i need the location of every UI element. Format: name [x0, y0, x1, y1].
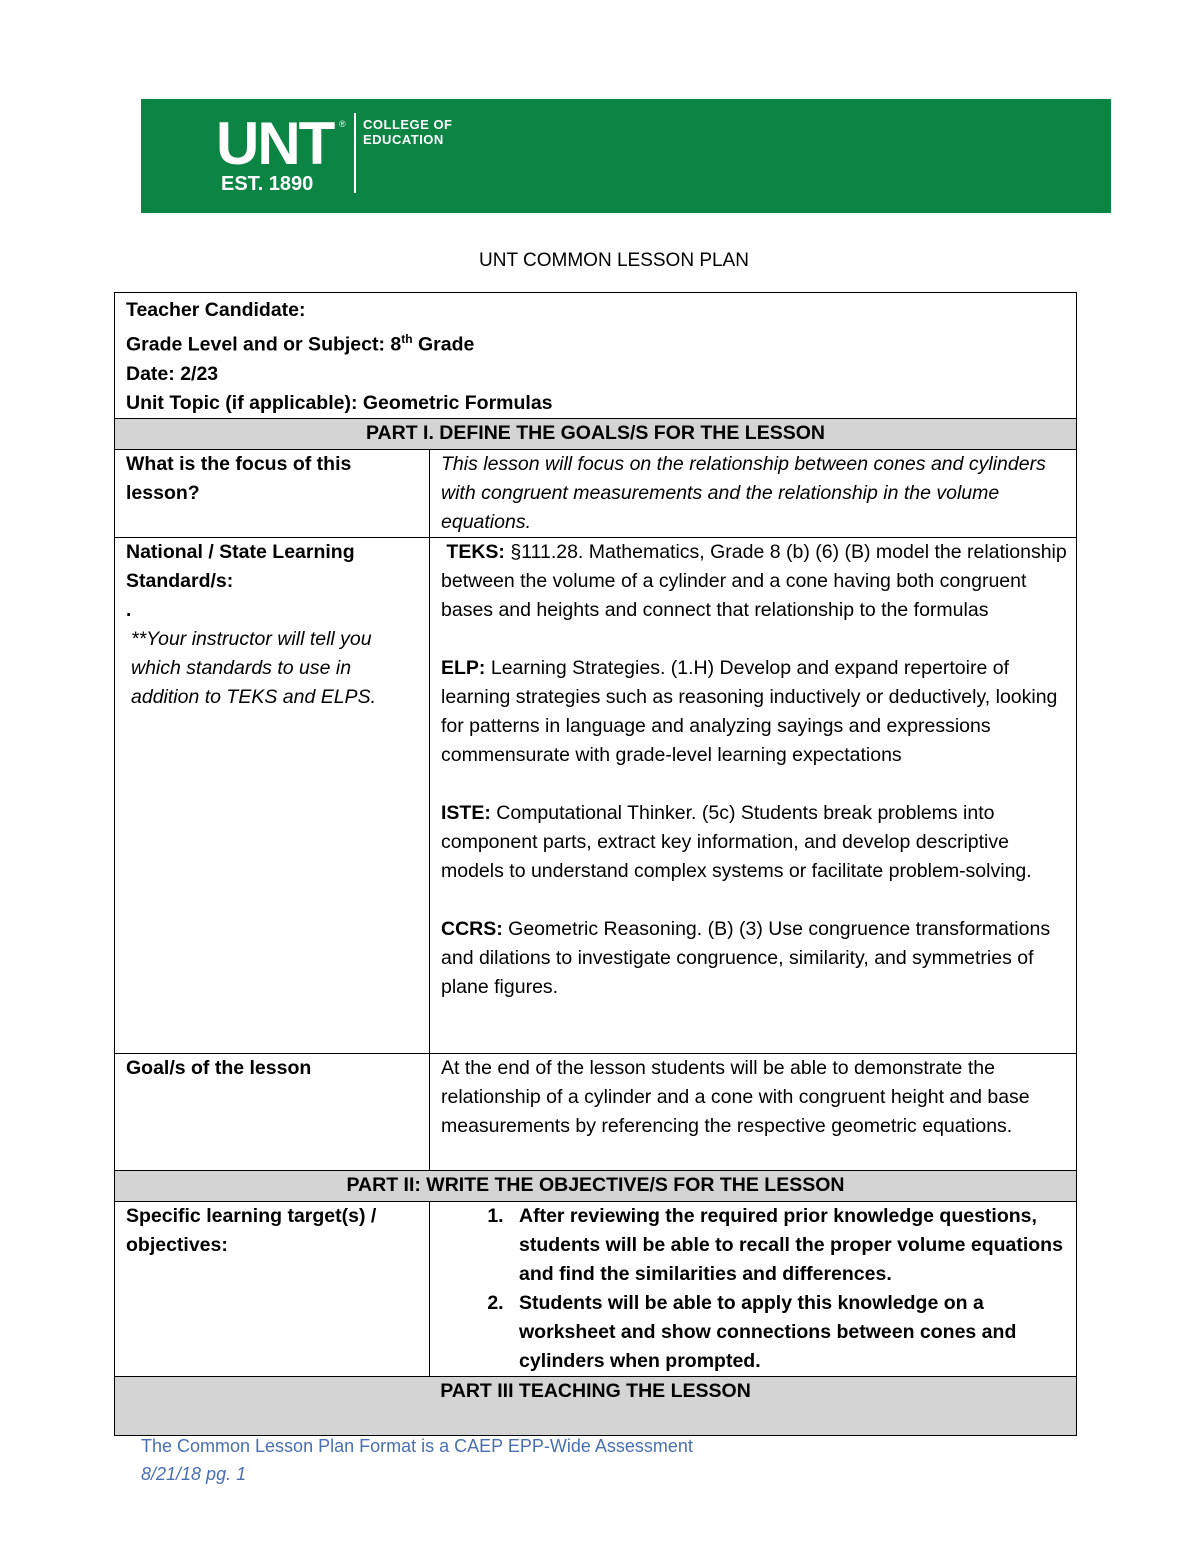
part1-heading: PART I. DEFINE THE GOALS/S FOR THE LESSON [115, 418, 1077, 449]
teks-standard: TEKS: §111.28. Mathematics, Grade 8 (b) (6) (B) model the relationship between the volume of a cylinder and a cone having both congruent bases and heights and connect that relationship to the formulas [441, 540, 1067, 621]
goals-label: Goal/s of the lesson [115, 1053, 430, 1170]
grade-level: Grade Level and or Subject: 8th Grade [126, 332, 475, 356]
standards-label: National / State Learning Standard/s: [126, 540, 355, 592]
standards-content-cell [430, 537, 1077, 1053]
ccrs-standard: CCRS: Geometric Reasoning. (B) (3) Use congruence transformations and dilations to investigate congruence, similarity, and symmetries of plane figures. [441, 917, 1051, 998]
objectives-list [441, 1202, 1070, 1376]
objectives-label: Specific learning target(s) / objectives: [115, 1201, 430, 1376]
standards-row [115, 537, 1077, 1053]
instructor-note: **Your instructor will tell you which standards to use in addition to TEKS and ELPS. [131, 627, 376, 708]
page-footer [141, 1432, 693, 1488]
focus-label: What is the focus of this lesson? [115, 449, 430, 537]
goals-text: At the end of the lesson students will be able to demonstrate the relationship of a cylinder and a cone with congruent height and base measurements by referencing the respective geometric equations. [430, 1053, 1077, 1170]
part1-heading-row [115, 418, 1077, 449]
focus-row [115, 449, 1077, 537]
header-info-row [115, 293, 1077, 419]
lesson-plan-table [114, 292, 1077, 1436]
college-line-1: COLLEGE OF [363, 117, 453, 132]
objectives-row [115, 1201, 1077, 1376]
focus-text: This lesson will focus on the relationship between cones and cylinders with congruent measurements and the relationship in the volume equations. [430, 449, 1077, 537]
iste-standard: ISTE: Computational Thinker. (5c) Students break problems into component parts, extract key information, and develop descriptive models to understand complex systems or facilitate problem-solving. [441, 801, 1032, 882]
unit-topic: Unit Topic (if applicable): Geometric Formulas [126, 391, 553, 414]
part3-heading: PART III TEACHING THE LESSON [115, 1376, 1077, 1435]
logo-established: EST. 1890 [221, 173, 314, 195]
college-line-2: EDUCATION [363, 132, 444, 147]
objective-item: 1. After reviewing the required prior knowledge questions, students will be able to recall the proper volume equations and find the similarities and differences. [509, 1202, 1070, 1289]
standards-label-cell [115, 537, 430, 1053]
part2-heading: PART II: WRITE THE OBJECTIVE/S FOR THE LESSON [115, 1170, 1077, 1201]
trademark-icon: ® [339, 119, 346, 129]
header-banner [141, 99, 1111, 213]
elp-standard: ELP: Learning Strategies. (1.H) Develop and expand repertoire of learning strategies such as reasoning inductively or deductively, looking for patterns in language and analyzing sayings and expressions commensurate with grade-level learning expectations [441, 656, 1058, 766]
teacher-candidate: Teacher Candidate: [126, 299, 306, 321]
header-info-cell [115, 293, 1077, 419]
objectives-cell [430, 1201, 1077, 1376]
objective-item: 2. Students will be able to apply this knowledge on a worksheet and show connections between cones and cylinders when prompted. [509, 1289, 1070, 1376]
lesson-date: Date: 2/23 [126, 362, 219, 385]
goals-row [115, 1053, 1077, 1170]
unt-logo-wordmark: UNT [216, 110, 334, 177]
part3-heading-row [115, 1376, 1077, 1435]
standards-dot: . [126, 598, 132, 621]
footer-line-1: The Common Lesson Plan Format is a CAEP EPP-Wide Assessment [141, 1436, 693, 1456]
logo-college-name [363, 117, 453, 147]
page-title: UNT COMMON LESSON PLAN [479, 250, 749, 271]
footer-line-2: 8/21/18 pg. 1 [141, 1464, 247, 1484]
part2-heading-row [115, 1170, 1077, 1201]
logo-divider [354, 113, 356, 193]
